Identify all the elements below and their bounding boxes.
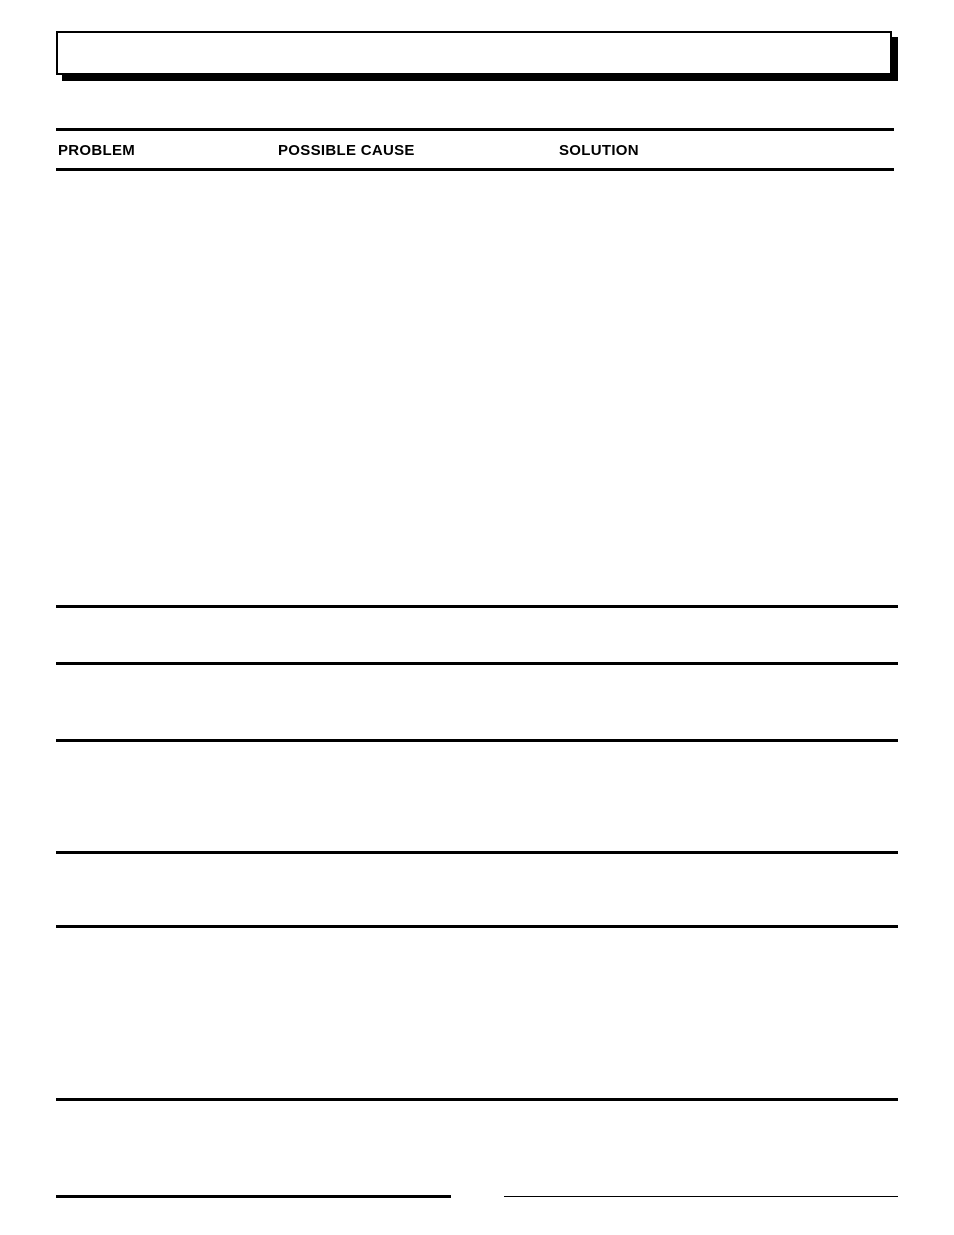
column-header-solution: SOLUTION — [559, 142, 639, 159]
table-header-bottom-rule — [56, 168, 894, 171]
row-divider — [56, 851, 898, 854]
row-divider — [56, 662, 898, 665]
footer-left-rule — [56, 1195, 451, 1198]
table-header-row — [56, 131, 894, 168]
row-divider — [56, 739, 898, 742]
row-divider — [56, 1098, 898, 1101]
column-header-problem: PROBLEM — [58, 142, 136, 159]
section-title-box — [56, 31, 892, 75]
row-divider — [56, 925, 898, 928]
row-divider — [56, 605, 898, 608]
column-header-possible-cause: POSSIBLE CAUSE — [278, 142, 415, 159]
footer-right-rule — [504, 1196, 898, 1197]
